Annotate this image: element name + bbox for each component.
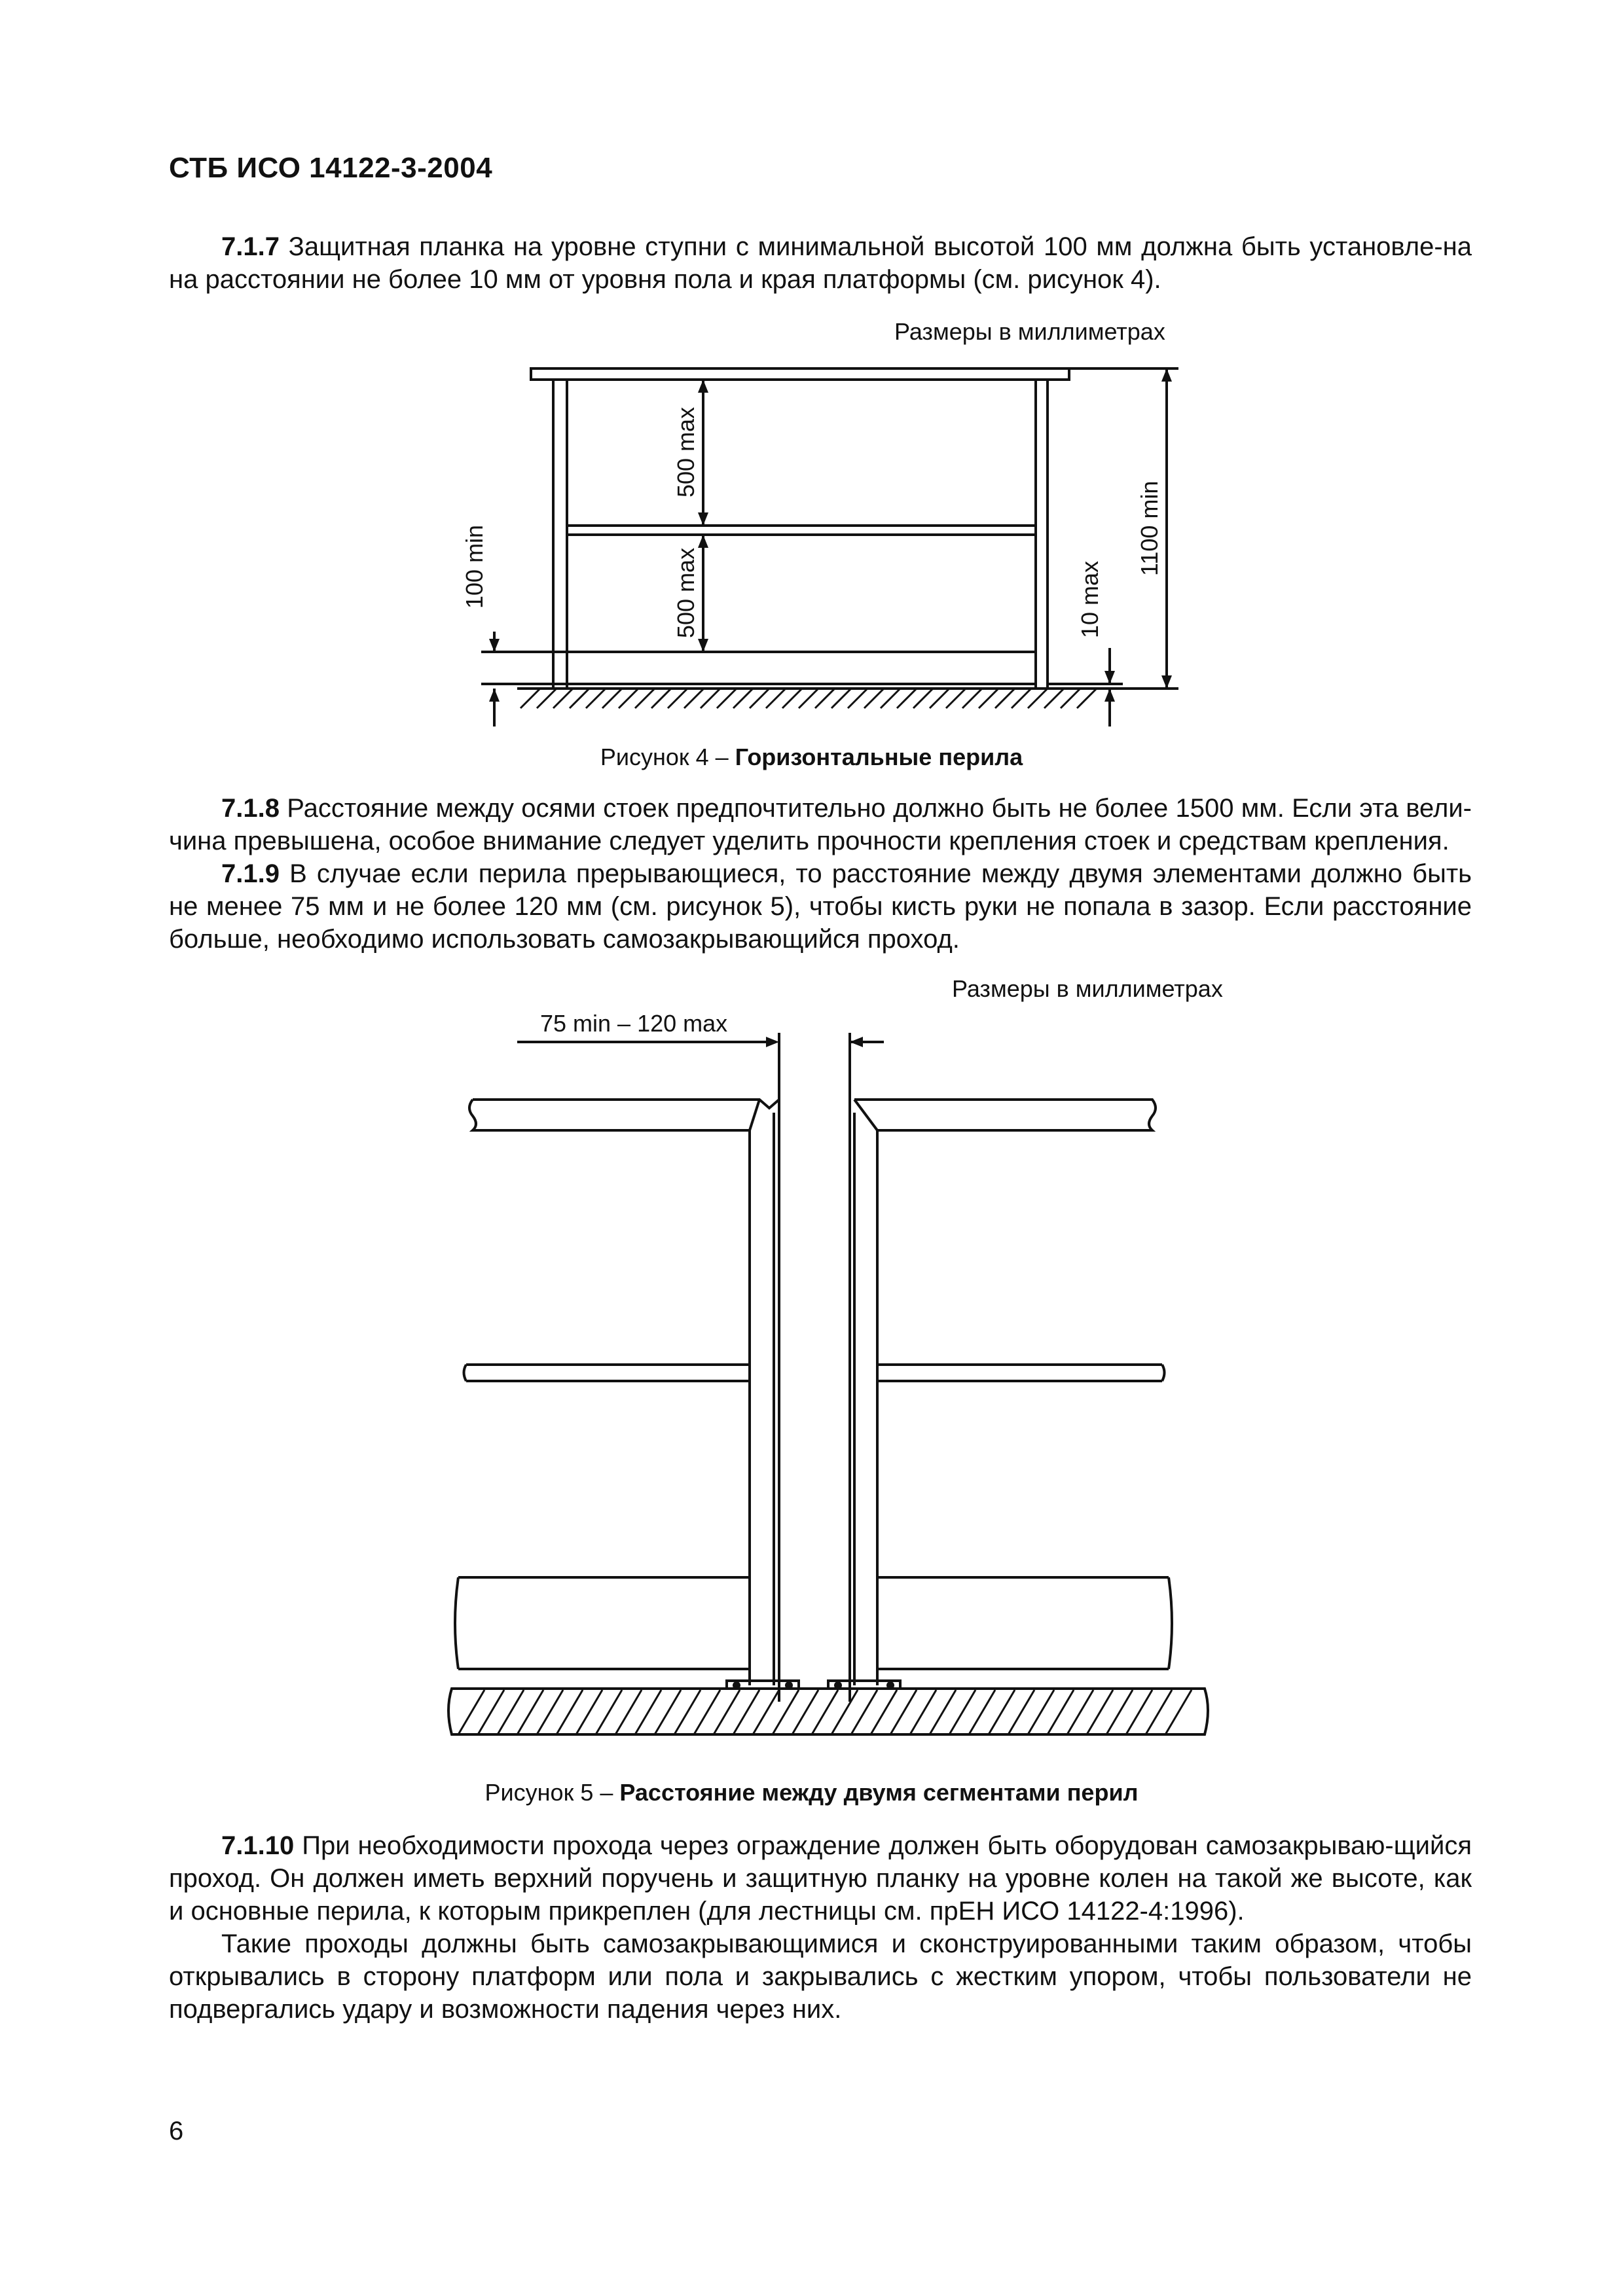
paragraph-7-1-9 <box>169 857 1472 956</box>
figure5-units-note: Размеры в миллиметрах <box>952 975 1223 1002</box>
dim-100-min: 100 min <box>461 524 488 609</box>
dim-upper-500: 500 max <box>672 406 699 497</box>
knee-rail <box>567 526 1036 535</box>
clause-text: Такие проходы должны быть самозакрывающимися и сконструированными таким образом, чтобы открывались в сторону платформ или пола и закрывались с жестким упором, чтобы пользователи не подвергались удару и возможности падения через них. <box>169 1929 1472 2024</box>
caption-prefix: Рисунок 5 – <box>484 1779 620 1806</box>
caption-title: Горизонтальные перила <box>735 744 1023 770</box>
page-number: 6 <box>169 2117 184 2145</box>
caption-prefix: Рисунок 4 – <box>600 744 735 770</box>
dim-gap-label: 75 min – 120 max <box>540 1010 728 1037</box>
base-plate-left <box>727 1681 799 1689</box>
dim-10-max: 10 max <box>1076 560 1103 638</box>
document-code-header: СТБ ИСО 14122-3-2004 <box>169 152 493 184</box>
ground-hatching-fig5 <box>458 1690 1192 1734</box>
dim-1100-min: 1100 min <box>1136 480 1163 576</box>
clause-number: 7.1.7 <box>221 232 280 261</box>
clause-text: При необходимости прохода через ограждение должен быть оборудован самозакрываю-щийся проход. Он должен иметь верхний поручень и защитную планку на уровне колен на такой же высоте, как и основные перила, к которым прикреплен (для лестницы см. прЕН ИСО 14122-4:1996). <box>169 1831 1472 1926</box>
figure4-units-note: Размеры в миллиметрах <box>894 318 1165 345</box>
figure5-caption <box>0 1779 1623 1806</box>
paragraph-7-1-7 <box>169 230 1472 296</box>
base-plate-right <box>828 1681 900 1689</box>
clause-number: 7.1.8 <box>221 794 280 823</box>
top-handrail <box>531 368 1069 380</box>
paragraph-7-1-8 <box>169 792 1472 857</box>
ground-hatching <box>520 689 1097 708</box>
clause-text: Защитная планка на уровне ступни с минимальной высотой 100 мм должна быть установле-на на расстоянии не более 10 мм от уровня пола и края платформы (см. рисунок 4). <box>169 232 1472 294</box>
dim-lower-500: 500 max <box>672 547 699 638</box>
clause-text: В случае если перила прерывающиеся, то расстояние между двумя элементами должно быть не менее 75 мм и не более 120 мм (см. рисунок 5), чтобы кисть руки не попала в зазор. Если расстояние больше, необходимо использовать самозакрывающийся проход. <box>169 859 1472 954</box>
paragraph-7-1-10-continued <box>169 1928 1472 2026</box>
clause-text: Расстояние между осями стоек предпочтительно должно быть не более 1500 мм. Если эта вели-чина превышена, особое внимание следует уделить прочности крепления стоек и средствам крепления. <box>169 794 1472 855</box>
clause-number: 7.1.10 <box>221 1831 295 1860</box>
caption-title: Расстояние между двумя сегментами перил <box>619 1779 1139 1806</box>
paragraph-7-1-10 <box>169 1829 1472 1928</box>
ground-surface <box>448 1689 1208 1734</box>
clause-number: 7.1.9 <box>221 859 280 888</box>
figure4-caption <box>0 744 1623 771</box>
